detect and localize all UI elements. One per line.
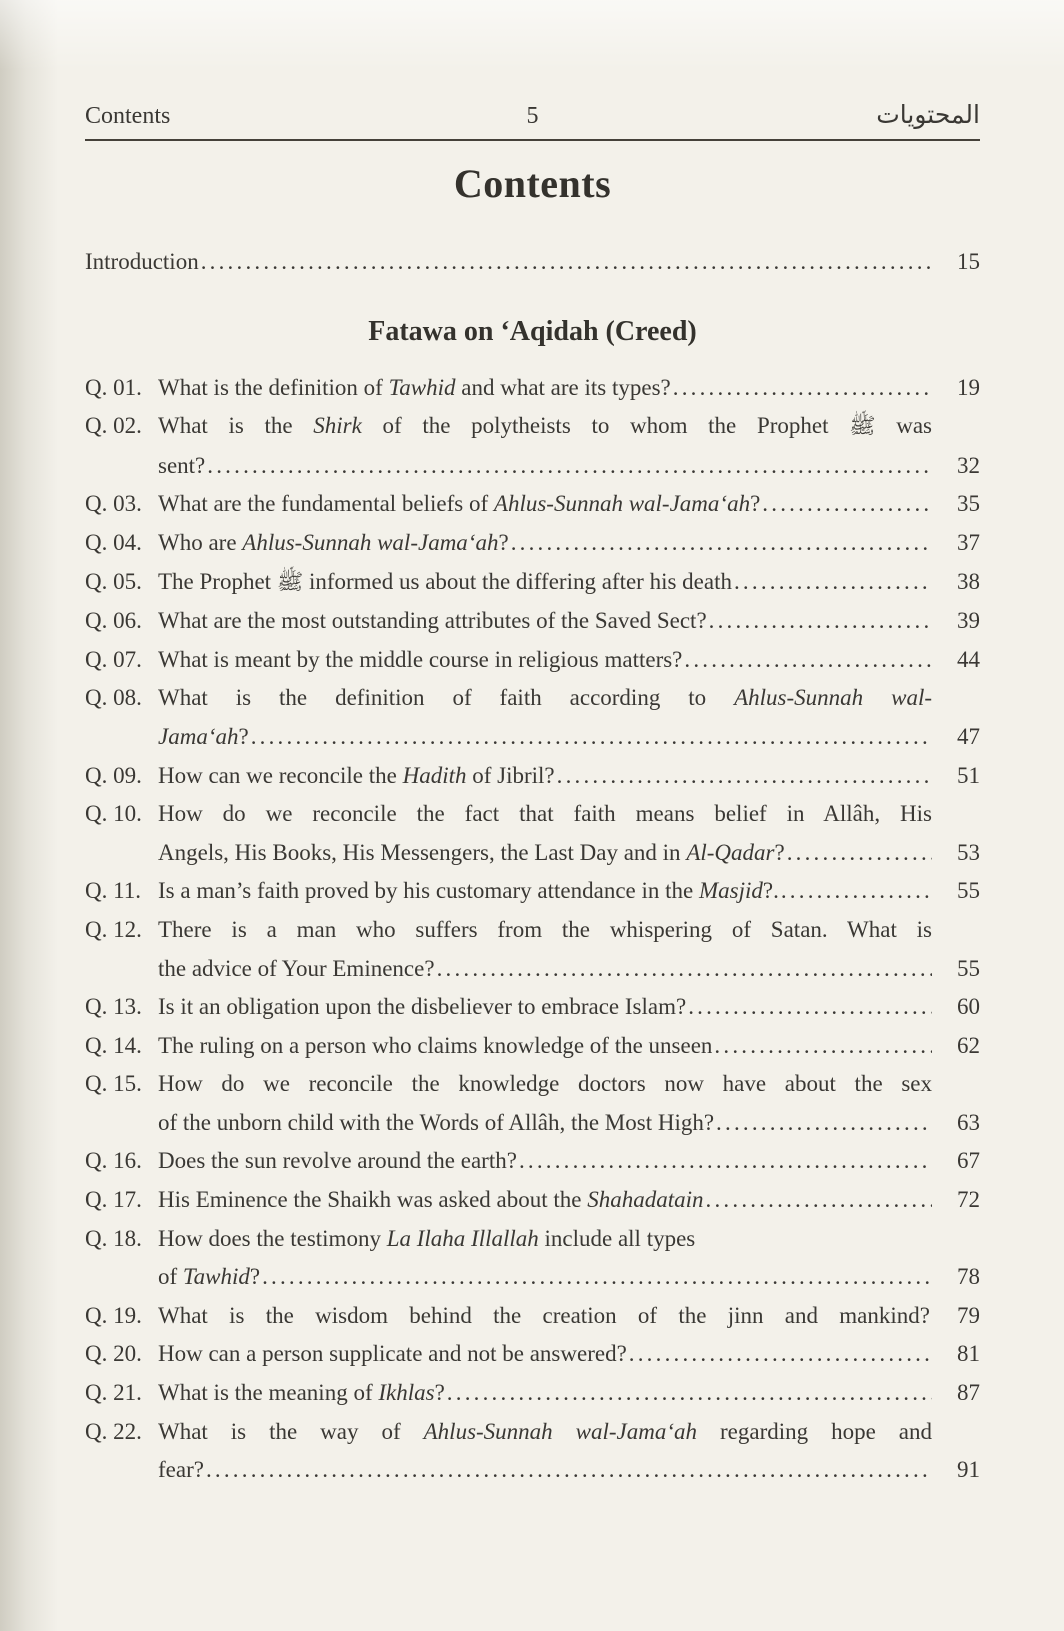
toc-entry-line <box>85 988 980 1027</box>
toc-entry-line <box>85 911 980 950</box>
page-number: 67 <box>957 1148 980 1174</box>
entry-text: The ruling on a person who claims knowledge of the unseen <box>158 1032 713 1058</box>
page-number: 87 <box>957 1380 980 1406</box>
entry-text: There is a man who suffers from the whispering of Satan. What is <box>158 916 932 942</box>
toc-entry <box>85 1413 980 1490</box>
page-number: 37 <box>957 529 980 555</box>
entry-text: How does the testimony La Ilaha Illallah include all types <box>158 1225 696 1251</box>
dot-leader <box>519 1142 932 1181</box>
page-number: 63 <box>957 1109 980 1135</box>
pbuh-calligraphy-icon: ﷺ <box>849 414 876 440</box>
question-label: Q. 12. <box>85 916 142 942</box>
toc-entry-line <box>85 524 980 563</box>
toc-entry-line <box>85 834 980 873</box>
dot-leader <box>207 447 932 486</box>
toc-entry-line <box>85 679 980 718</box>
toc-entry <box>85 1220 980 1297</box>
page-number: 19 <box>957 374 980 400</box>
question-label: Q. 10. <box>85 801 142 827</box>
toc-entry-line <box>85 718 980 757</box>
toc-entry-line <box>85 1220 980 1259</box>
dot-leader <box>716 1104 932 1143</box>
page-number: 15 <box>957 249 980 274</box>
question-label: Q. 18. <box>85 1225 142 1251</box>
entry-text: sent? <box>158 452 206 478</box>
toc-entry <box>85 988 980 1027</box>
question-label: Q. 03. <box>85 491 142 517</box>
question-label: Q. 22. <box>85 1418 142 1444</box>
page-number: 72 <box>957 1187 980 1213</box>
page-number: 55 <box>957 878 980 904</box>
question-label: Q. 04. <box>85 529 142 555</box>
toc-entry-line <box>85 563 980 603</box>
toc-entry <box>85 407 980 485</box>
toc-entry-line <box>85 407 980 447</box>
running-header-title: Contents <box>85 103 171 129</box>
question-label: Q. 08. <box>85 685 142 711</box>
toc-entry <box>85 1065 980 1142</box>
toc-entry <box>85 872 980 911</box>
page-number: 35 <box>957 491 980 517</box>
toc-entry-line <box>85 602 980 641</box>
entry-text: Who are Ahlus-Sunnah wal-Jama‘ah? <box>158 529 509 555</box>
toc-entry <box>85 679 980 756</box>
toc-entry-line <box>85 950 980 989</box>
toc-entry-line <box>85 1451 980 1490</box>
question-label: Q. 11. <box>85 878 142 904</box>
page-number: 62 <box>957 1032 980 1058</box>
entry-text: Angels, His Books, His Messengers, the Last Day and in Al-Qadar? <box>158 839 785 865</box>
toc-entry-line <box>85 757 980 796</box>
toc-entry <box>85 563 980 603</box>
page-number: 91 <box>957 1457 980 1483</box>
toc-entry <box>85 911 980 988</box>
toc-entry <box>85 641 980 680</box>
page-number: 44 <box>957 646 980 672</box>
page-number: 55 <box>957 955 980 981</box>
entry-text: What is the way of Ahlus-Sunnah wal-Jama‘ah regarding hope and <box>158 1418 933 1444</box>
toc-entry-line <box>85 1065 980 1104</box>
entry-text: of the unborn child with the Words of Allâh, the Most High? <box>158 1109 715 1135</box>
dot-leader <box>734 563 932 602</box>
entry-text: Is it an obligation upon the disbeliever to embrace Islam? <box>158 994 687 1020</box>
entry-text: What is the definition of Tawhid and what are its types? <box>158 374 671 400</box>
entry-text: What is the meaning of Ikhlas? <box>158 1380 445 1406</box>
running-header-page-number: 5 <box>526 103 539 129</box>
entry-text: His Eminence the Shaikh was asked about the Shahadatain <box>158 1187 704 1213</box>
entry-text: What is the definition of faith according to Ahlus-Sunnah wal- <box>158 685 932 711</box>
dot-leader <box>511 524 932 563</box>
question-label: Q. 02. <box>85 413 142 439</box>
page-number: 47 <box>957 723 980 749</box>
toc-entry <box>85 757 980 796</box>
entry-text: What are the fundamental beliefs of Ahlus-Sunnah wal-Jama‘ah? <box>158 491 761 517</box>
entry-text: How can we reconcile the Hadith of Jibril? <box>158 762 555 788</box>
pbuh-calligraphy-icon: ﷺ <box>276 569 304 595</box>
dot-leader <box>673 369 932 408</box>
question-label: Q. 19. <box>85 1302 142 1328</box>
toc-entry-line <box>85 1258 980 1297</box>
dot-leader <box>787 834 932 873</box>
question-label: Q. 20. <box>85 1341 142 1367</box>
entry-text: the advice of Your Eminence? <box>158 955 435 981</box>
question-label: Q. 16. <box>85 1148 142 1174</box>
toc-entry-line <box>85 485 980 524</box>
table-of-contents <box>85 243 980 1490</box>
dot-leader <box>201 243 932 282</box>
question-label: Q. 05. <box>85 568 142 594</box>
question-label: Q. 14. <box>85 1032 142 1058</box>
page-number: 81 <box>957 1341 980 1367</box>
toc-entry <box>85 795 980 872</box>
dot-leader <box>251 718 932 757</box>
toc-entry <box>85 1181 980 1220</box>
question-label: Q. 09. <box>85 762 142 788</box>
dot-leader <box>684 641 932 680</box>
page-number: 79 <box>957 1302 980 1328</box>
dot-leader <box>629 1335 932 1374</box>
page-number: 38 <box>957 568 980 594</box>
dot-leader <box>206 1451 932 1490</box>
toc-entry <box>85 369 980 408</box>
section-heading: Fatawa on ‘Aqidah (Creed) <box>368 315 697 347</box>
question-label: Q. 15. <box>85 1071 142 1097</box>
entry-text: What are the most outstanding attributes of the Saved Sect? <box>158 608 707 634</box>
entry-text: fear? <box>158 1457 204 1483</box>
dot-leader <box>557 757 932 796</box>
page-title: Contents <box>453 161 612 206</box>
toc-entry <box>85 1142 980 1181</box>
question-label: Q. 06. <box>85 608 142 634</box>
entry-text: Jama‘ah? <box>158 723 249 749</box>
toc-entry-line <box>85 641 980 680</box>
running-header-arabic: المحتويات <box>876 100 980 129</box>
question-label: Q. 07. <box>85 646 142 672</box>
toc-entry-line <box>85 1374 980 1413</box>
page-number: 32 <box>957 452 980 478</box>
entry-text: What is the wisdom behind the creation of the jinn and mankind? <box>158 1302 930 1328</box>
toc-entry-line <box>85 795 980 834</box>
entry-text: How can a person supplicate and not be answered? <box>158 1341 627 1367</box>
toc-entry <box>85 485 980 524</box>
header-rule <box>85 139 980 141</box>
toc-entry <box>85 1297 980 1336</box>
page-number: 39 <box>957 608 980 634</box>
entry-text: Introduction <box>85 249 199 274</box>
running-header <box>85 0 980 130</box>
toc-entry <box>85 524 980 563</box>
page-number: 78 <box>957 1264 980 1290</box>
dot-leader <box>762 485 932 524</box>
page-number: 53 <box>957 839 980 865</box>
toc-entry <box>85 602 980 641</box>
page-number: 60 <box>957 994 980 1020</box>
dot-leader <box>714 1027 932 1066</box>
question-label: Q. 13. <box>85 994 142 1020</box>
toc-entry-introduction <box>85 243 980 282</box>
toc-entry-line <box>85 1181 980 1220</box>
toc-entry <box>85 1374 980 1413</box>
toc-entry-line <box>85 1142 980 1181</box>
toc-entry-line <box>85 447 980 486</box>
toc-entry-line <box>85 369 980 408</box>
dot-leader <box>262 1258 932 1297</box>
entry-text: Is a man’s faith proved by his customary attendance in the Masjid?. <box>158 878 779 904</box>
toc-entry-line <box>85 1413 980 1452</box>
entry-text: What is meant by the middle course in religious matters? <box>158 646 683 672</box>
dot-leader <box>781 872 932 911</box>
page-number: 51 <box>957 762 980 788</box>
entry-text: How do we reconcile the fact that faith means belief in Allâh, His <box>158 801 932 827</box>
toc-entry <box>85 1335 980 1374</box>
toc-list <box>85 369 980 1490</box>
entry-text: The Prophet ﷺ informed us about the differing after his death <box>158 568 732 595</box>
dot-leader <box>706 1181 932 1220</box>
entry-text: Does the sun revolve around the earth? <box>158 1148 517 1174</box>
dot-leader <box>709 602 932 641</box>
dot-leader <box>437 950 932 989</box>
toc-entry-line <box>85 1027 980 1066</box>
dot-leader <box>447 1374 932 1413</box>
entry-text: of Tawhid? <box>158 1264 261 1290</box>
toc-entry-line <box>85 1297 980 1336</box>
entry-text: What is the Shirk of the polytheists to whom the Prophet ﷺ was <box>158 413 933 440</box>
toc-entry-line <box>85 1104 980 1143</box>
question-label: Q. 17. <box>85 1187 142 1213</box>
toc-entry <box>85 1027 980 1066</box>
dot-leader <box>688 988 932 1027</box>
toc-entry-line <box>85 872 980 911</box>
toc-entry-line <box>85 1335 980 1374</box>
question-label: Q. 21. <box>85 1380 142 1406</box>
entry-text: How do we reconcile the knowledge doctors now have about the sex <box>158 1071 932 1097</box>
question-label: Q. 01. <box>85 374 142 400</box>
